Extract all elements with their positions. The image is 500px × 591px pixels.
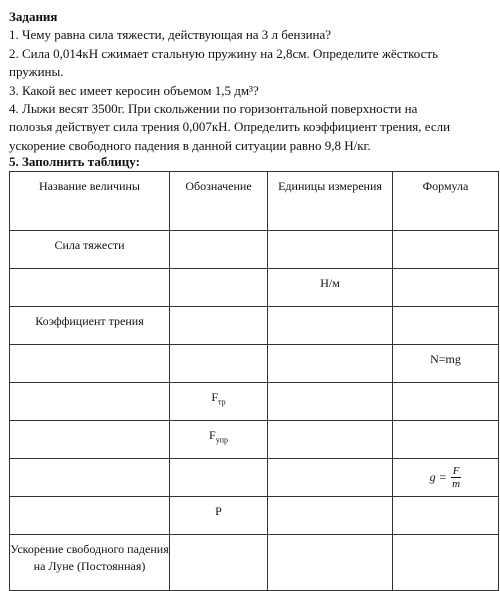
table-cell (268, 535, 393, 591)
table-cell: Ускорение свободного падения на Луне (Постоянная) (10, 535, 170, 591)
task-line: 2. Сила 0,014кН сжимает стальную пружину на 2,8см. Определите жёсткость (9, 45, 439, 61)
table-title: 5. Заполнить таблицу: (9, 154, 140, 169)
table-row (10, 421, 499, 459)
table-cell: N=mg (393, 345, 499, 383)
table-row (10, 231, 499, 269)
task-line: ускорение свободного падения в данной ситуации равно 9,8 Н/кг. (9, 137, 371, 153)
table-cell (10, 383, 170, 421)
table-row (10, 497, 499, 535)
table-cell (393, 269, 499, 307)
task-list (9, 8, 493, 155)
heading: Задания (9, 9, 58, 24)
table-cell (268, 421, 393, 459)
table-cell (170, 307, 268, 345)
table-row (10, 459, 499, 497)
table-cell (10, 421, 170, 459)
table-cell: Сила тяжести (10, 231, 170, 269)
table-cell (10, 459, 170, 497)
table-cell (393, 497, 499, 535)
task-line: полозья действует сила трения 0,007кН. Определить коэффициент трения, если (9, 119, 451, 135)
table-cell (268, 231, 393, 269)
table-cell (170, 269, 268, 307)
table-row (10, 535, 499, 591)
formula-g: g = $\frac{F}{m}$ (429, 465, 461, 490)
table-cell (170, 345, 268, 383)
header-cell: Название величины (10, 172, 170, 231)
fill-table (9, 171, 499, 591)
table-cell (268, 459, 393, 497)
table-cell: $F_{упр}$ (170, 421, 268, 459)
table-cell (393, 421, 499, 459)
table-cell (170, 459, 268, 497)
table-cell (10, 497, 170, 535)
header-cell: Формула (393, 172, 499, 231)
table-cell (268, 345, 393, 383)
table-header-row (10, 172, 499, 231)
table-cell (10, 345, 170, 383)
task-line: 1. Чему равна сила тяжести, действующая на 3 л бензина? (9, 27, 332, 43)
table-cell (393, 231, 499, 269)
table-cell (170, 535, 268, 591)
table-cell (170, 231, 268, 269)
table-row (10, 269, 499, 307)
table-row (10, 345, 499, 383)
table-cell (393, 459, 499, 497)
table-cell: P (170, 497, 268, 535)
table-cell: Коэффициент трения (10, 307, 170, 345)
task-line: 4. Лыжи весят 3500г. При скольжении по горизонтальной поверхности на (9, 101, 418, 117)
task-line: пружины. (9, 64, 64, 80)
header-cell: Обозначение (170, 172, 268, 231)
table-cell (393, 383, 499, 421)
task-line: 3. Какой вес имеет керосин объемом 1,5 дм³? (9, 82, 259, 98)
table-cell (268, 307, 393, 345)
table-cell (393, 307, 499, 345)
table-cell (10, 269, 170, 307)
header-cell: Единицы измерения (268, 172, 393, 231)
table-cell: $F_{тр}$ (170, 383, 268, 421)
table-cell (268, 497, 393, 535)
table-row (10, 307, 499, 345)
table-cell: Н/м (268, 269, 393, 307)
table-cell (393, 535, 499, 591)
table-cell (268, 383, 393, 421)
table-row (10, 383, 499, 421)
